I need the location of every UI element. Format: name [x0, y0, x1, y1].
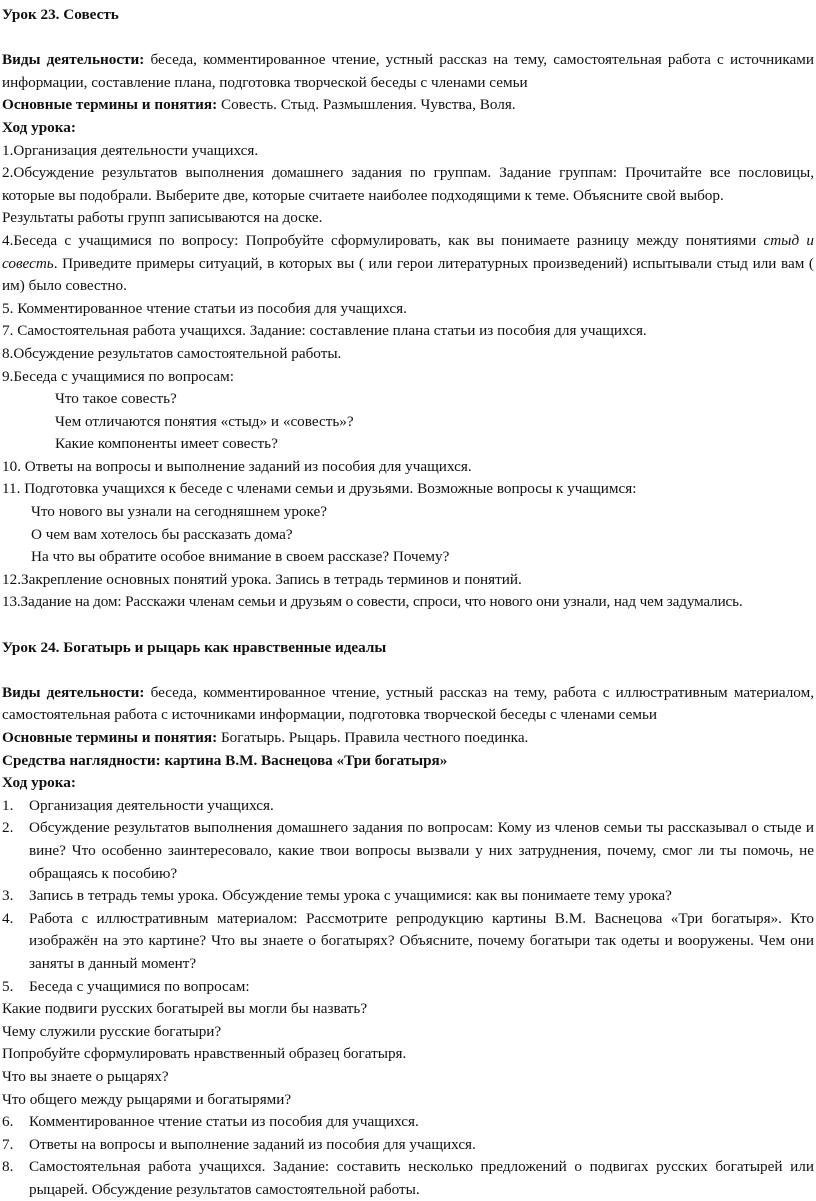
list-item [2, 795, 814, 818]
list-item [2, 1134, 814, 1157]
lesson-23-title: Урок 23. Совесть [2, 6, 119, 23]
question: Чему служили русские богатыри? [2, 1022, 222, 1040]
lesson-23-activities [2, 49, 814, 94]
list-item-text: Обсуждение результатов выполнения домашнего задания по вопросам: Кому из членов семьи ты рассказывал о стыде и вине? Что особенно заинтересовало, какие твои вопросы вызвали у них затруднения, почему, смог ли ты помочь, не обращаясь к пособию? [29, 819, 814, 882]
step-4 [2, 230, 814, 298]
list-item-number: 2. [2, 819, 14, 837]
list-item-text: Ответы на вопросы и выполнение заданий из пособия для учащихся. [29, 1135, 476, 1153]
list-item [2, 817, 814, 885]
question: Что вы знаете о рыцарях? [2, 1067, 169, 1085]
list-item [2, 908, 814, 976]
step-4-italic: стыд и совесть [2, 231, 814, 272]
list-item-number: 5. [2, 977, 14, 995]
list-item-number: 1. [2, 796, 14, 814]
activities-text: беседа, комментированное чтение, устный рассказ на тему, самостоятельная работа с источниками информации, составление плана, подготовка творческой беседы с членами семьи [2, 51, 814, 91]
course-label: Ход урока: [2, 774, 76, 792]
list-item-text: Запись в тетрадь темы урока. Обсуждение темы урока с учащимися: как вы понимаете тему урока? [29, 887, 672, 905]
list-item-text: Самостоятельная работа учащихся. Задание: составить несколько предложений о подвигах русских богатырей или рыцарей. Обсуждение результатов самостоятельной работы. [29, 1158, 814, 1198]
terms-text: Совесть. Стыд. Размышления. Чувства, Воля. [217, 96, 516, 114]
step-11: 11. Подготовка учащихся к беседе с членами семьи и друзьями. Возможные вопросы к учащимся: [2, 480, 637, 498]
step-4-text-a: 4.Беседа с учащимися по вопросу: Попробуйте сформулировать, как вы понимаете разницу между понятиями [2, 231, 764, 249]
lesson-23-terms [2, 94, 814, 117]
step-11-question: О чем вам хотелось бы рассказать дома? [31, 525, 293, 543]
list-item-text: Организация деятельности учащихся. [29, 796, 274, 814]
list-item-text: Работа с иллюстративным материалом: Рассмотрите репродукцию картины В.М. Васнецова «Три богатыря». Кто изображён на это картине? Что вы знаете о богатырях? Объясните, почему богатыри так одеты и вооружены. Чем они заняты в данный момент? [29, 909, 814, 972]
list-item-number: 6. [2, 1113, 14, 1131]
list-item-number: 3. [2, 887, 14, 905]
step-2-note: Результаты работы групп записываются на доске. [2, 209, 323, 227]
list-item [2, 885, 814, 908]
step-13: 13.Задание на дом: Расскажи членам семьи и друзьям о совести, спроси, что нового они узнали, над чем задумались. [2, 593, 743, 611]
list-item-number: 4. [2, 909, 14, 927]
step-9-question: Что такое совесть? [55, 390, 177, 408]
activities-label: Виды деятельности: [2, 51, 145, 69]
step-5: 5. Комментированное чтение статьи из пособия для учащихся. [2, 299, 407, 317]
step-11-question: На что вы обратите особое внимание в своем рассказе? Почему? [31, 548, 450, 566]
step-4-text-b: . Приведите примеры ситуаций, в которых вы ( или герои литературных произведений) испытывали стыд или вам ( им) было совестно. [2, 254, 814, 295]
terms-text: Богатырь. Рыцарь. Правила честного поединка. [217, 729, 529, 746]
step-7: 7. Самостоятельная работа учащихся. Задание: составление плана статьи из пособия для учащихся. [2, 322, 647, 340]
step-11-question: Что нового вы узнали на сегодняшнем уроке? [31, 503, 328, 521]
lesson-23 [2, 4, 814, 614]
terms-label: Основные термины и понятия: [2, 729, 218, 746]
step-10: 10. Ответы на вопросы и выполнение заданий из пособия для учащихся. [2, 457, 472, 475]
question: Попробуйте сформулировать нравственный образец богатыря. [2, 1045, 407, 1063]
list-item [2, 976, 814, 999]
lesson-24-steps-a [2, 795, 814, 998]
list-item-text: Комментированное чтение статьи из пособия для учащихся. [29, 1113, 419, 1131]
question: Что общего между рыцарями и богатырями? [2, 1090, 292, 1108]
lesson-24 [2, 637, 814, 1201]
step-9-question: Какие компоненты имеет совесть? [55, 435, 278, 453]
list-item-number: 8. [2, 1158, 14, 1176]
lesson-24-steps-b [2, 1111, 814, 1201]
step-1: 1.Организация деятельности учащихся. [2, 141, 259, 159]
step-9-question: Чем отличаются понятия «стыд» и «совесть»? [55, 412, 354, 430]
activities-text: беседа, комментированное чтение, устный рассказ на тему, работа с иллюстративным материалом, самостоятельная работа с источниками информации, подготовка творческой беседы с членами семьи [2, 683, 814, 724]
list-item-number: 7. [2, 1135, 14, 1153]
step-8: 8.Обсуждение результатов самостоятельной работы. [2, 344, 342, 362]
step-2: 2.Обсуждение результатов выполнения домашнего задания по группам. Задание группам: Прочитайте все пословицы, которые вы подобрали. Выберите две, которые считаете наиболее подходящими к теме. Объясните свой выбор. [2, 164, 814, 204]
lesson-24-terms [2, 727, 814, 750]
course-label: Ход урока: [2, 118, 76, 136]
list-item [2, 1111, 814, 1134]
terms-label: Основные термины и понятия: [2, 96, 218, 114]
lesson-24-title: Урок 24. Богатырь и рыцарь как нравственные идеалы [2, 638, 387, 656]
visual-aids: Средства наглядности: картина В.М. Васнецова «Три богатыря» [2, 751, 448, 769]
document-page [0, 4, 816, 1198]
step-12: 12.Закрепление основных понятий урока. Запись в тетрадь терминов и понятий. [2, 570, 522, 588]
step-9: 9.Беседа с учащимися по вопросам: [2, 367, 234, 385]
question: Какие подвиги русских богатырей вы могли бы назвать? [2, 1000, 368, 1018]
list-item [2, 1156, 814, 1201]
list-item-text: Беседа с учащимися по вопросам: [29, 977, 250, 995]
activities-label: Виды деятельности: [2, 683, 145, 701]
lesson-24-activities [2, 682, 814, 727]
